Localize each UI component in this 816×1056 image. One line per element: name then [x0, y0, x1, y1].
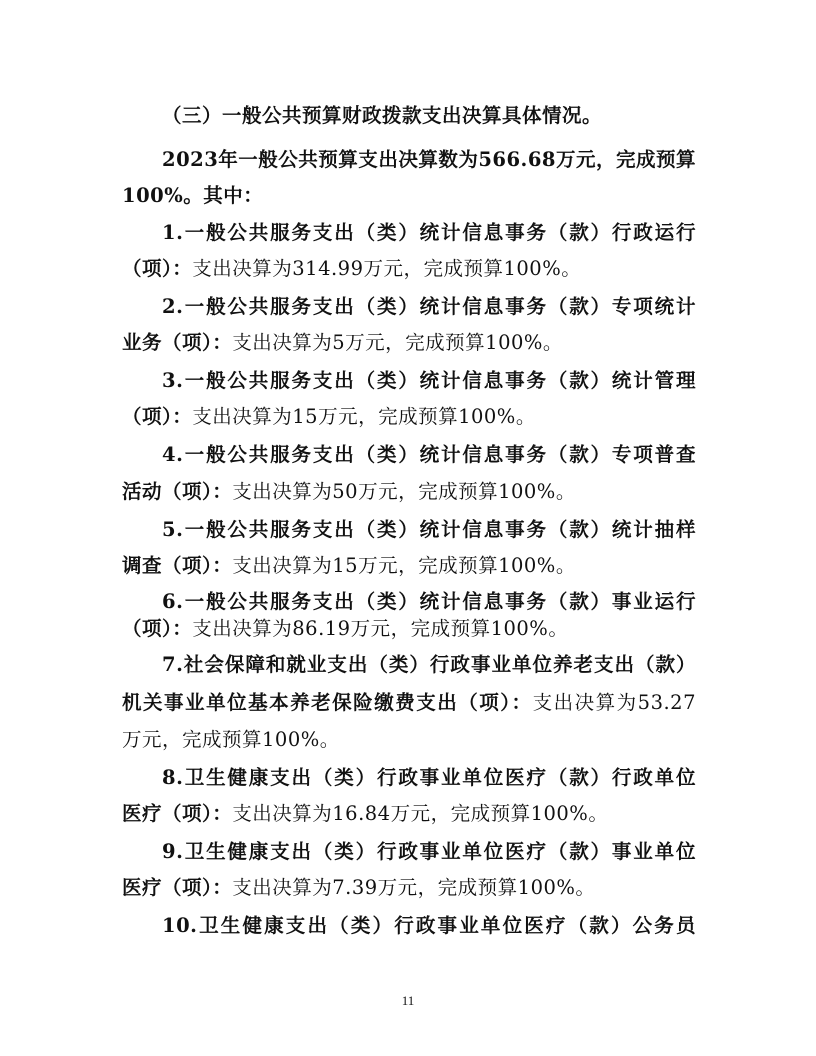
- item-8-value: 支出决算为16.84万元，完成预算100%。: [232, 802, 609, 825]
- item-3-line-2: [122, 402, 696, 432]
- item-6-line-1: 6.一般公共服务支出（类）统计信息事务（款）事业运行: [162, 590, 696, 613]
- item-2-line-2: [122, 328, 696, 358]
- item-9-line-2: [122, 873, 696, 903]
- item-8-line-2: [122, 799, 696, 829]
- item-7-line-2: [122, 688, 696, 718]
- item-10-line-1: 10.卫生健康支出（类）行政事业单位医疗（款）公务员: [162, 914, 696, 937]
- section-heading: （三）一般公共预算财政拨款支出决算具体情况。: [162, 104, 603, 127]
- item-5-label: 调查（项）：: [122, 554, 233, 577]
- item-3-value: 支出决算为15万元，完成预算100%。: [192, 405, 536, 428]
- item-1-line-1: 1.一般公共服务支出（类）统计信息事务（款）行政运行: [162, 221, 696, 244]
- item-4-label: 活动（项）：: [122, 480, 233, 503]
- item-6-line-2: [122, 614, 696, 644]
- item-5-line-1: 5.一般公共服务支出（类）统计信息事务（款）统计抽样: [162, 518, 696, 541]
- item-8-label: 医疗（项）：: [122, 802, 233, 825]
- item-3-label: （项）：: [122, 405, 193, 428]
- item-9-value: 支出决算为7.39万元，完成预算100%。: [232, 876, 596, 899]
- item-1-value: 支出决算为314.99万元，完成预算100%。: [192, 257, 582, 280]
- item-4-value: 支出决算为50万元，完成预算100%。: [232, 480, 576, 503]
- item-2-label: 业务（项）：: [122, 331, 233, 354]
- item-4-line-2: [122, 477, 696, 507]
- item-2-line-1: 2.一般公共服务支出（类）统计信息事务（款）专项统计: [162, 295, 696, 318]
- summary-line-1: 2023年一般公共预算支出决算数为566.68万元，完成预算: [162, 148, 696, 171]
- item-6-value: 支出决算为86.19万元，完成预算100%。: [192, 617, 569, 640]
- item-7-line-3: 万元，完成预算100%。: [122, 728, 340, 751]
- item-8-line-1: 8.卫生健康支出（类）行政事业单位医疗（款）行政单位: [162, 766, 696, 789]
- item-1-line-2: [122, 254, 696, 284]
- item-5-value: 支出决算为15万元，完成预算100%。: [232, 554, 576, 577]
- item-9-label: 医疗（项）：: [122, 876, 233, 899]
- item-1-label: （项）：: [122, 257, 193, 280]
- item-2-value: 支出决算为5万元，完成预算100%。: [232, 331, 563, 354]
- item-7-label: 机关事业单位基本养老保险缴费支出（项）：: [122, 691, 533, 714]
- item-7-line-1: 7.社会保障和就业支出（类）行政事业单位养老支出（款）: [162, 653, 696, 676]
- summary-line-2: 100%。其中：: [122, 184, 264, 207]
- item-3-line-1: 3.一般公共服务支出（类）统计信息事务（款）统计管理: [162, 369, 696, 392]
- item-6-label: （项）：: [122, 617, 193, 640]
- item-5-line-2: [122, 551, 696, 581]
- item-9-line-1: 9.卫生健康支出（类）行政事业单位医疗（款）事业单位: [162, 840, 696, 863]
- page-number: 11: [401, 993, 415, 1008]
- item-4-line-1: 4.一般公共服务支出（类）统计信息事务（款）专项普查: [162, 443, 696, 466]
- item-7-value: 支出决算为53.27: [532, 691, 696, 714]
